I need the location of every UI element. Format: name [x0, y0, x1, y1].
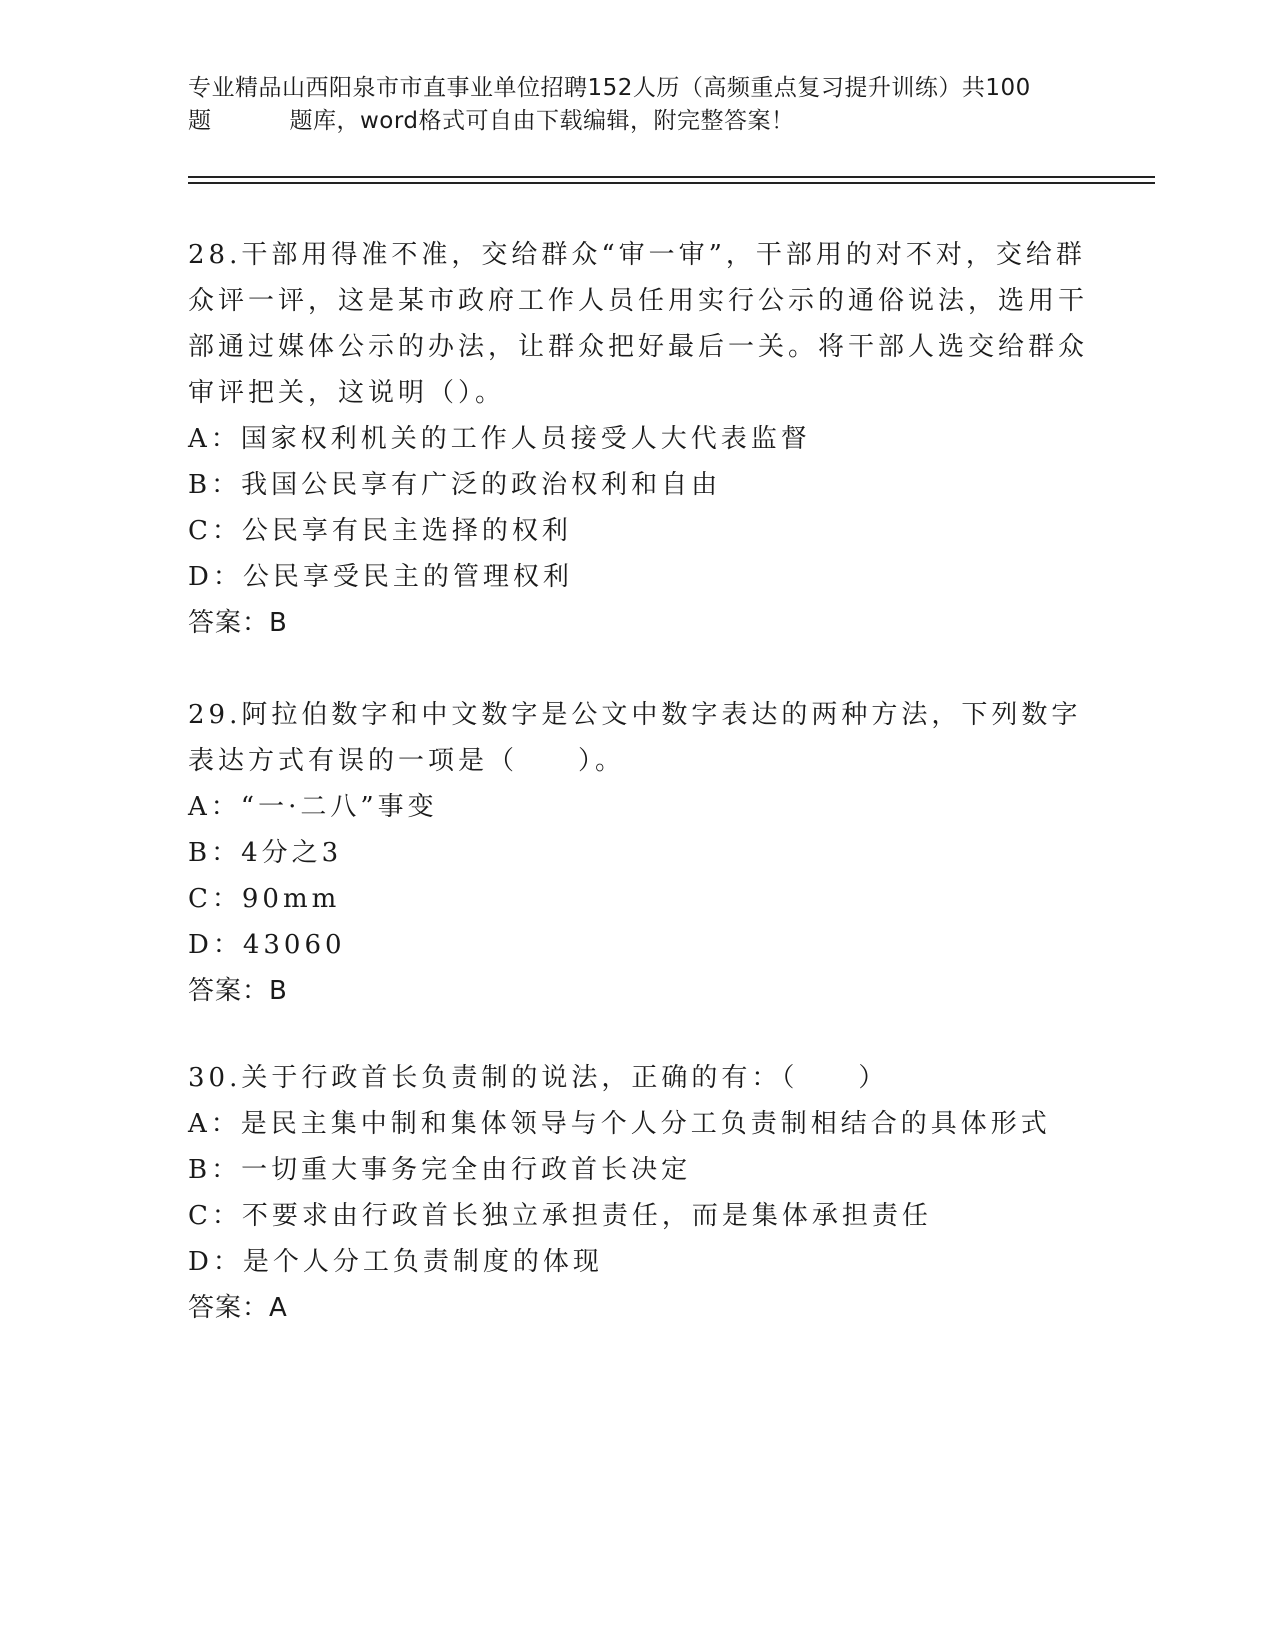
header-divider-top: [188, 176, 1155, 178]
question-28: [188, 232, 1088, 646]
question-29: [188, 692, 1088, 1014]
option-c: C：公民享有民主选择的权利: [188, 516, 572, 546]
option-a: A：是民主集中制和集体领导与个人分工负责制相结合的具体形式: [188, 1109, 1051, 1139]
option-d: D：43060: [188, 930, 346, 960]
document-header: [188, 72, 1088, 138]
header-gap: [212, 105, 290, 138]
option-b: B：4分之3: [188, 838, 343, 868]
option-c: C：90mm: [188, 884, 341, 914]
header-line-2-prefix: 题: [188, 108, 212, 134]
question-stem: 30.关于行政首长负责制的说法，正确的有：（ ）: [188, 1063, 889, 1093]
option-a: A：“一·二八”事变: [188, 792, 438, 822]
header-line-2-text: 题库，word格式可自由下载编辑，附完整答案！: [289, 108, 795, 134]
question-30: [188, 1055, 1088, 1331]
question-stem: 29.阿拉伯数字和中文数字是公文中数字表达的两种方法，下列数字表达方式有误的一项是（ ）。: [188, 700, 1082, 776]
header-line-2: [188, 105, 1088, 138]
answer: 答案：B: [188, 608, 288, 638]
option-d: D：公民享受民主的管理权利: [188, 562, 573, 592]
option-c: C：不要求由行政首长独立承担责任，而是集体承担责任: [188, 1201, 932, 1231]
question-stem: 28.干部用得准不准，交给群众“审一审”，干部用的对不对，交给群众评一评，这是某市政府工作人员任用实行公示的通俗说法，选用干部通过媒体公示的办法，让群众把好最后一关。将干部人选交给群众审评把关，这说明（）。: [188, 240, 1089, 408]
header-divider-bottom: [188, 182, 1155, 184]
answer: 答案：A: [188, 1293, 288, 1323]
option-d: D：是个人分工负责制度的体现: [188, 1247, 603, 1277]
answer: 答案：B: [188, 976, 288, 1006]
option-b: B：一切重大事务完全由行政首长决定: [188, 1155, 692, 1185]
option-b: B：我国公民享有广泛的政治权利和自由: [188, 470, 722, 500]
option-a: A：国家权利机关的工作人员接受人大代表监督: [188, 424, 811, 454]
header-line-1: 专业精品山西阳泉市市直事业单位招聘152人历（高频重点复习提升训练）共100: [188, 75, 1031, 101]
